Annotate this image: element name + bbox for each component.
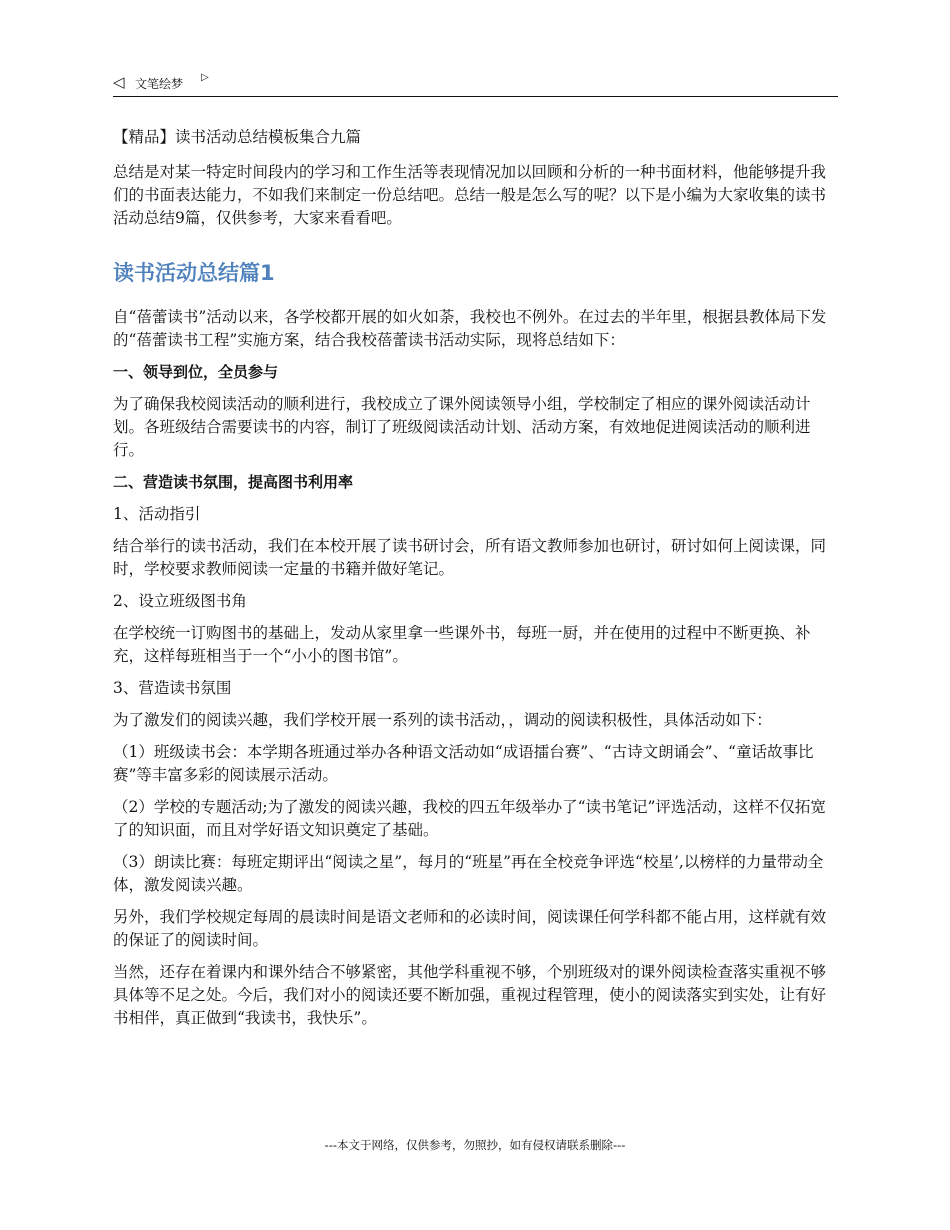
list-heading: 2、设立班级图书角 bbox=[113, 592, 247, 610]
paragraph: 在学校统一订购图书的基础上，发动从家里拿一些课外书，每班一厨，并在使用的过程中不断更换、补充，这样每班相当于一个“小小的图书馆”。 bbox=[113, 624, 811, 665]
paragraph: 另外，我们学校规定每周的晨读时间是语文老师和的必读时间，阅读课任何学科都不能占用，这样就有效的保证了的阅读时间。 bbox=[113, 908, 827, 949]
paragraph: 当然，还存在着课内和课外结合不够紧密，其他学科重视不够，个别班级对的课外阅读检查落实重视不够具体等不足之处。今后，我们对小的阅读还要不断加强，重视过程管理，使小的阅读落实到实处，让有好书相伴，真正做到“我读书，我快乐”。 bbox=[113, 963, 827, 1027]
paragraph: 为了激发们的阅读兴趣，我们学校开展一系列的读书活动，，调动的阅读积极性，具体活动如下： bbox=[113, 711, 772, 729]
document-title: 【精品】读书活动总结模板集合九篇 bbox=[113, 128, 362, 146]
page-header bbox=[113, 70, 838, 97]
page-footer: ---本文于网络，仅供参考，勿照抄，如有侵权请联系删除--- bbox=[324, 1138, 626, 1152]
list-heading: 3、营造读书氛围 bbox=[113, 679, 232, 697]
paragraph: （2）学校的专题活动;为了激发的阅读兴趣，我校的四五年级举办了“读书笔记”评选活动，这样不仅拓宽了的知识面，而且对学好语文知识奠定了基础。 bbox=[113, 798, 826, 839]
brand-name: 文笔绘梦 bbox=[135, 77, 184, 91]
triangle-left-icon: ◁ bbox=[113, 73, 125, 91]
paragraph: 结合举行的读书活动，我们在本校开展了读书研讨会，所有语文教师参加也研讨，研讨如何上阅读课，同时，学校要求教师阅读一定量的书籍并做好笔记。 bbox=[113, 537, 827, 578]
subheading: 二、营造读书氛围，提高图书利用率 bbox=[113, 473, 354, 491]
document-body bbox=[113, 126, 838, 1039]
triangle-right-icon: ▷ bbox=[201, 72, 209, 83]
section-heading: 读书活动总结篇1 bbox=[113, 261, 275, 285]
intro-paragraph: 总结是对某一特定时间段内的学习和工作生活等表现情况加以回顾和分析的一种书面材料，他能够提升我们的书面表达能力，不如我们来制定一份总结吧。总结一般是怎么写的呢？以下是小编为大家收集的读书活动总结9篇，仅供参考，大家来看看吧。 bbox=[113, 163, 827, 227]
paragraph: （3）朗读比赛：每班定期评出“阅读之星”，每月的“班星”再在全校竞争评选“校星’,以榜样的力量带动全体，激发阅读兴趣。 bbox=[113, 853, 824, 894]
list-heading: 1、活动指引 bbox=[113, 505, 201, 523]
subheading: 一、领导到位，全员参与 bbox=[113, 363, 279, 381]
paragraph: （1）班级读书会：本学期各班通过举办各种语文活动如“成语擂台赛”、“古诗文朗诵会”、“童话故事比赛”等丰富多彩的阅读展示活动。 bbox=[113, 743, 814, 784]
paragraph: 为了确保我校阅读活动的顺利进行，我校成立了课外阅读领导小组，学校制定了相应的课外阅读活动计划。各班级结合需要读书的内容，制订了班级阅读活动计划、活动方案，有效地促进阅读活动的顺利进行。 bbox=[113, 395, 811, 459]
paragraph: 自“蓓蕾读书”活动以来，各学校都开展的如火如荼，我校也不例外。在过去的半年里，根据县教体局下发的“蓓蕾读书工程”实施方案，结合我校蓓蕾读书活动实际，现将总结如下： bbox=[113, 308, 827, 349]
